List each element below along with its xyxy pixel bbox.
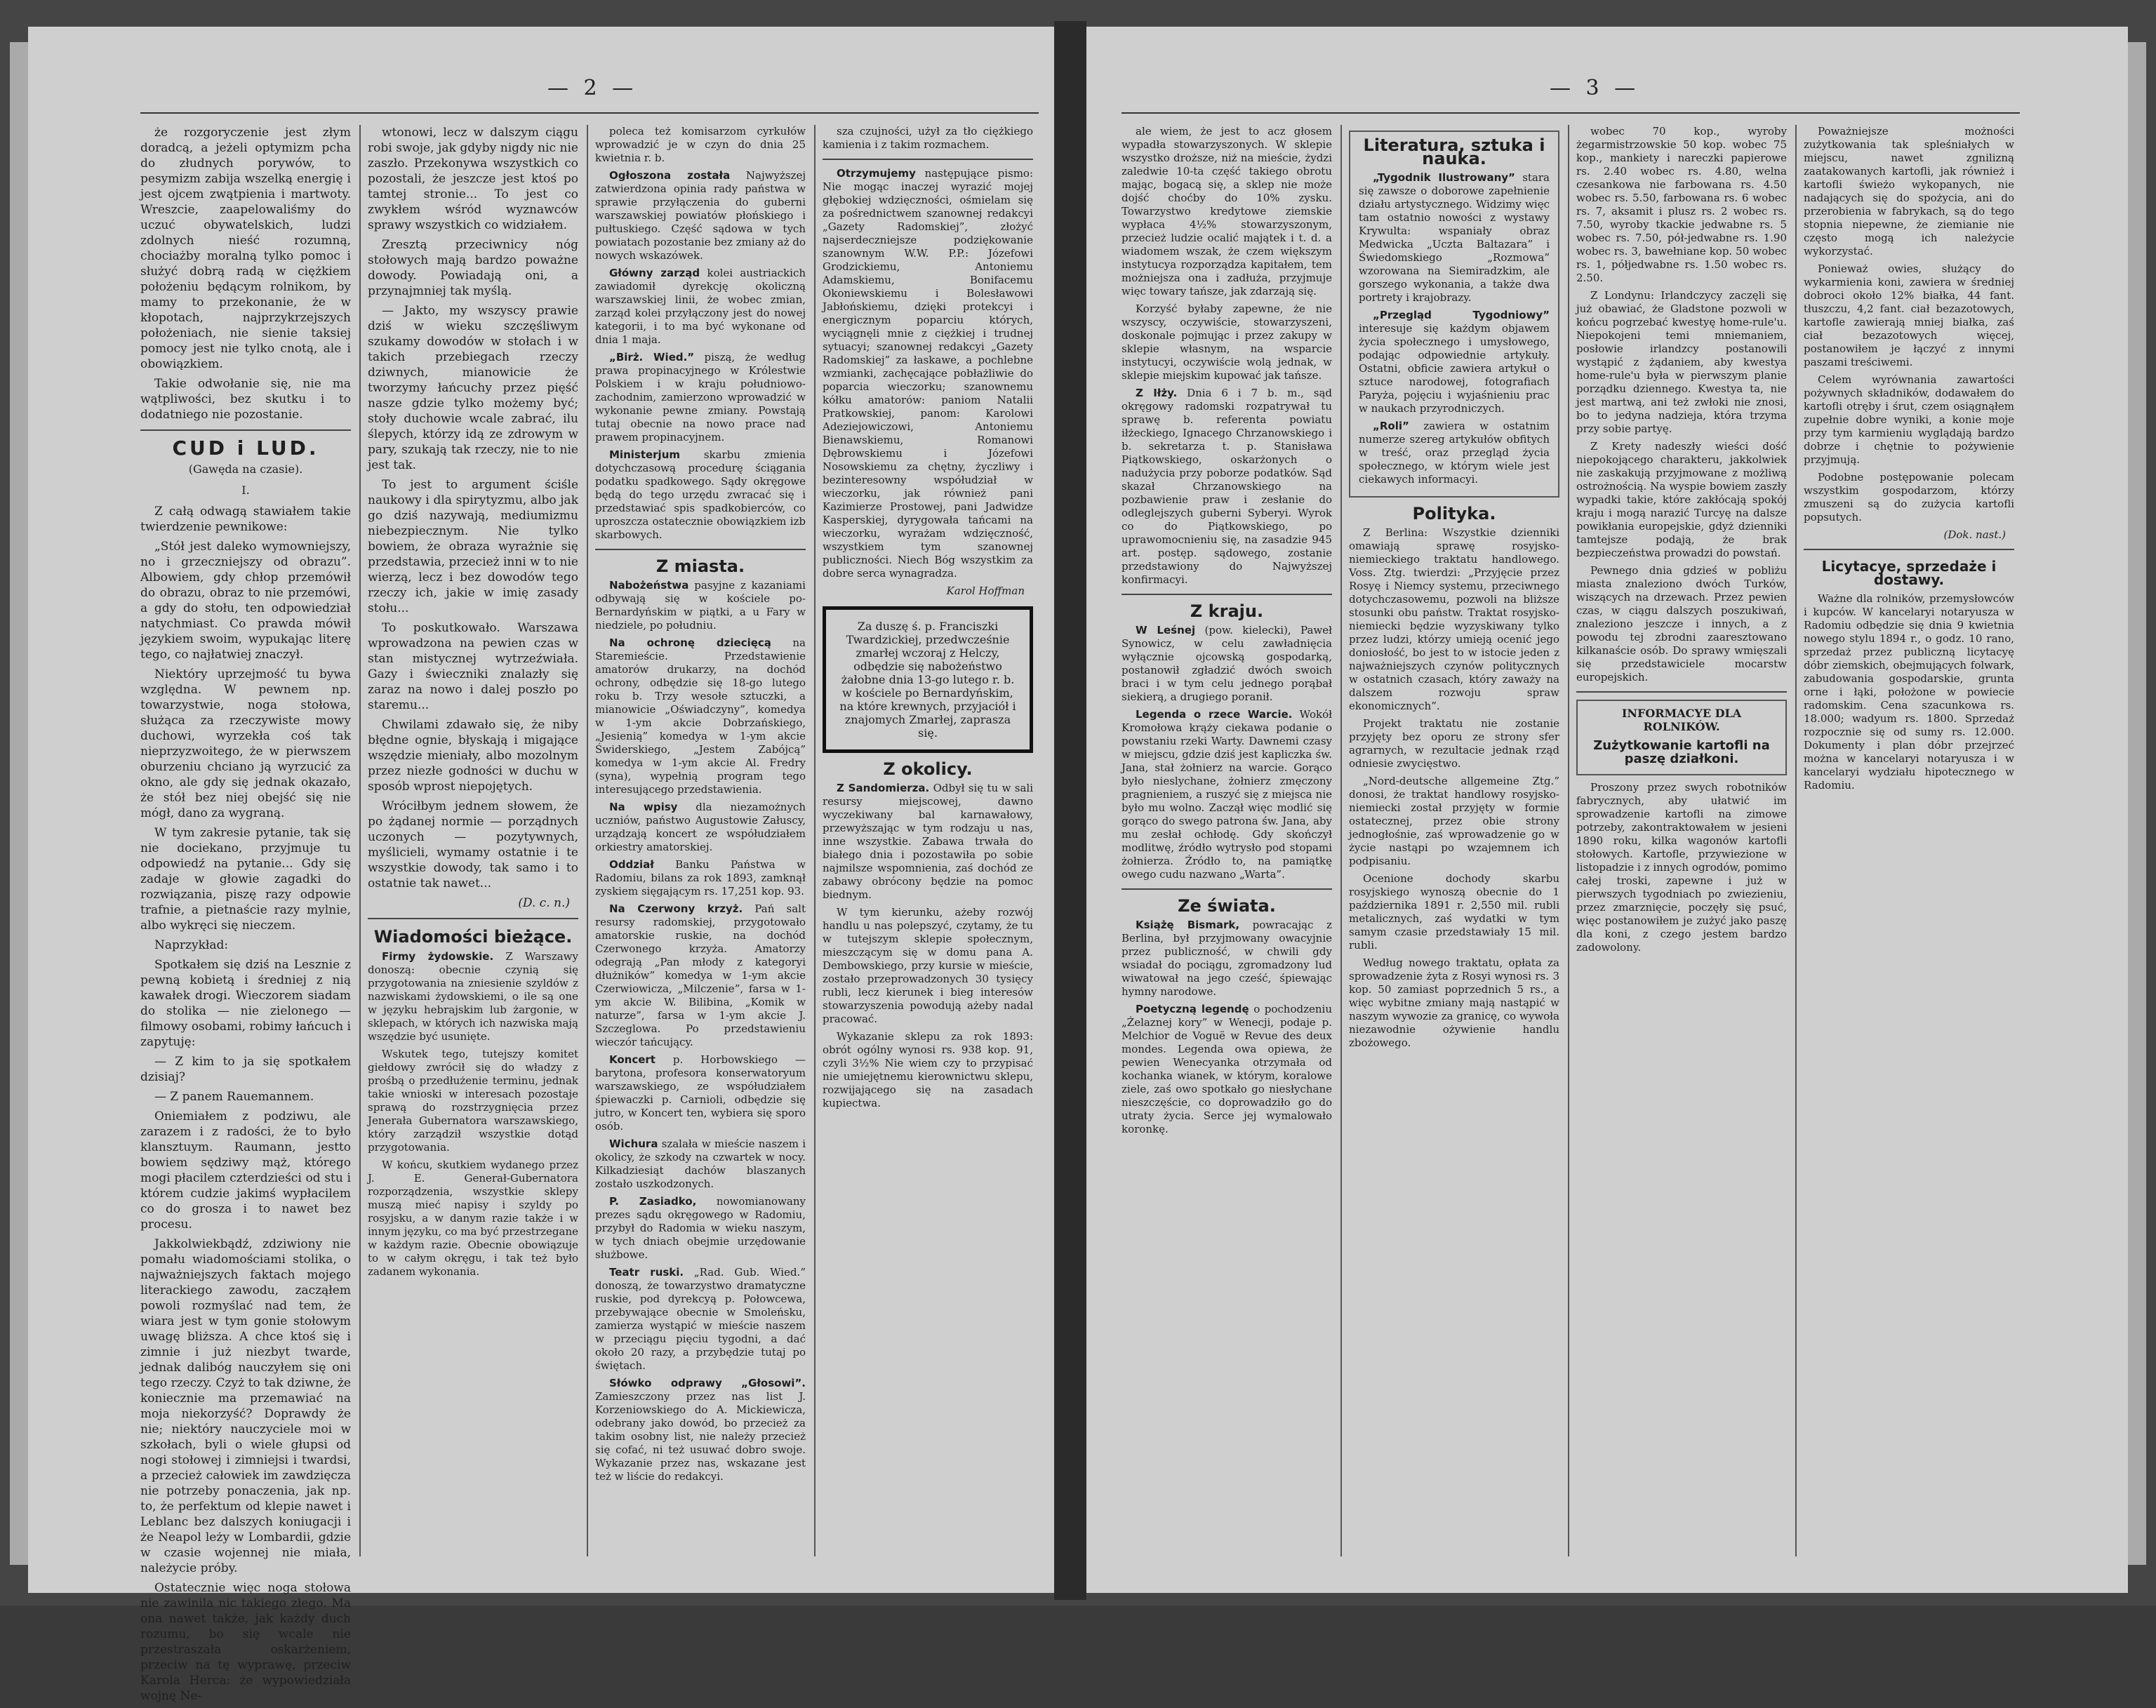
news-item-text: Zamieszczony przez nas list J. Korzeniowskiego do A. Mickiewicza, odebrany jako dowód, bo przecież za takim osobny list, nie należy przecież się cofać, ni też usuwać dobro swoje. Wykazanie przez nas, wskazane jest też w liście do redakcyi. [595, 1390, 806, 1483]
column-rule [814, 125, 816, 1556]
paragraph: To jest to argument ściśle naukowy i dla spirytyzmu, albo jak go dziś nazywają, mediumizmu niebezpiecznym. Nie tylko bowiem, że obraza wyrażnie się przedstawia, przecież inni w to nie wierzą, lecz i bez dowodów tego rzeczy ich, jakie w imię zasady stołu... [368, 478, 578, 615]
news-item-text: piszą, że według prawa propinacyjnego w Królestwie Polskiem i w kraju południowo-zachodnim, zamierzono wprowadzić w wykonanie pewne zmiany. Powstają tutaj obecnie na nowo prace nad prawem propinacyjnem. [595, 351, 806, 443]
news-item [1122, 1003, 1332, 1136]
paragraph: Spotkałem się dziś na Lesznie z pewną kobietą i średniej z nią kawałek drogi. Wieczorem siadam do stolika — nie zielonego — filmowy osobami, robimy łańcuch i zapytuję: [140, 958, 351, 1049]
column-rule [1340, 125, 1342, 1556]
news-item [368, 1159, 578, 1279]
news-item-text: pasyjne z kazaniami odbywają się w kościele po-Bernardyńskim w piątki, a u Fary w niedziele, po południu. [595, 579, 806, 632]
section-number: I. [241, 483, 250, 497]
news-item-lead: „Przegląd Tygodniowy” [1373, 309, 1550, 321]
top-rule-right [1122, 112, 2020, 114]
news-item-text: interesuje się każdym objawem życia społecznego i umysłowego, podając odpowiednie artykuły. Ostatni, obficie zawiera artykuł o sztuce narodowej, fotografiach Paryża, pojęciu i wyjaśnieniu prac w naukach przyrodniczych. [1359, 322, 1550, 415]
column-rule [1568, 125, 1569, 1556]
paragraph: Chwilami zdawało się, że niby błędne ognie, błyskają i migające wszędzie mieniały, albo mozolnym przez niezłe godności w duchu w sposób wprost niepojętych. [368, 718, 578, 794]
news-item-text: Wykazanie sklepu za rok 1893: obrót ogólny wynosi rs. 938 kop. 91, czyli 3½% Nie wiem czy to przypisać nie umiejętnemu kierownictwu sklepu, rozwijającego się na zasadach kupiectwa. [823, 1030, 1033, 1109]
paragraph: Jakkolwiekbądź, zdziwiony nie pomału wiadomościami stolika, o najważniejszych faktach mojego literackiego zawodu, zacząłem powoli rozmyślać nad tem, że wiara jest w tym gonie stołowym uwagę bliższa. A chce ktoś się i zimnie i już niezbyt twarde, jednak dalibóg nauczyłem się oni tego rzeczy. Czyż to tak dziwne, że koniecznie ma przemawiać na moja niekorzyść? Doprawdy że nie; niektóry nauczyciele moi w szkołach, byli o wiele głupsi od nogi stołowej i zimniejsi i twardsi, a przecież całowiek im zawdzięcza nie potrzeby ponaczenia, jak np. to, że perfektum od klepie nawet i Leblanc bez dalszych koniugacji i że Neapol leży w Lombardii, gdzie w czasie wojennej nie miała, należycie próby. [140, 1237, 351, 1575]
paragraph: Z Krety nadeszły wieści dość niepokojącego charakteru, jakkolwiek nie zaskakują przyjmowane z możliwą ostrożnością. Na wyspie bowiem zaszły wypadki takie, które zakłócają spokój kraju i mogą narazić Turcyę na dalsze powikłania europejskie, gdyż dzienniki tamtejsze podają, że brak bezpieczeństwa prowadzi do powstań. [1576, 440, 1787, 559]
news-item [1359, 420, 1550, 486]
farmers-info-subtitle: Zużytkowanie kartofli na paszę działkoni. [1593, 738, 1770, 766]
news-item [823, 782, 1033, 902]
column-rule [359, 125, 361, 1556]
news-item-lead: Książę Bismark, [1136, 919, 1240, 931]
continuation-note: (D. c. n.) [518, 896, 570, 910]
paragraph: W tym zakresie pytanie, tak się nie dociekano, przyjmuje tu odpowiedź na pytanie... Gdy się zadaje w głowie zagadki do rozwiązania, piszę razy odpowie trafnie, a pietnaście razy mylnie, albo wykręci się nieczem. [140, 826, 351, 933]
news-item-lead: Słówko odprawy „Głosowi”. [609, 1377, 806, 1389]
news-item-text: Dnia 6 i 7 b. m., sąd okręgowy radomski rozpatrywał tu sprawę b. referenta powiatu iłżeckiego, Ignacego Chrzanowskiego i b. sekretarza t. p. Stanisława Piątkowskiego, oskarżonych o nadużycia przy poborze podatków. Sąd skazał Chrzanowskiego na pozbawienie praw i zesłanie do odleglejszych guberni Syberyi. Wyrok co do Piątkowskiego, po uprawomocnieniu się, na zasadzie 945 art. postęp. sądowego, zostanie przedstawiony do Najwyższej konfirmacyi. [1122, 387, 1332, 586]
news-item-lead: „Birż. Wied.” [609, 351, 695, 363]
world-section-title: Ze świata. [1178, 896, 1276, 916]
politics-section-title: Polityka. [1412, 504, 1496, 523]
right-col-1 [1122, 125, 1332, 1140]
paragraph: Według nowego traktatu, opłata za sprowadzenie żyta z Rosyi wynosi rs. 3 kop. 50 zamiast poprzednich 5 rs., a więc wybitne zmiany mają nastąpić w naszym wywozie za granicę, co wywoła niezawodnie ożywienie handlu zbożowego. [1349, 956, 1559, 1049]
news-item [595, 267, 806, 347]
news-item [823, 906, 1033, 1026]
column-rule [587, 125, 588, 1556]
paragraph: — Z kim to ja się spotkałem dzisiaj? [140, 1055, 351, 1084]
paragraph: Z całą odwagą stawiałem takie twierdzenie pewnikowe: [140, 505, 351, 534]
paragraph: Ponieważ owies, służący do wykarmienia koni, zawiera w średniej dobroci około 12% białka, 44 fant. tłuszczu, 4,2 fant. ciał bezazotowych, kartofle zawierają mniej białka, zaś ciał bezazotowych więcej, postanowiłem je łączyć z innymi paszami treściwemi. [1804, 262, 2014, 368]
news-item [1359, 309, 1550, 415]
news-item-lead: Firmy żydowskie. [382, 950, 494, 963]
paragraph: Naprzykład: [154, 938, 229, 952]
news-item-text: Odbył się tu w sali resursy miejscowej, dawno wyczekiwany bal karnawałowy, przewyższając w tym rodzaju u nas, inne wszystkie. Zabawa trwała do białego dnia i pozostawiła po sobie najmilsze wspomnienia, zaś dochód ze zabawy obrócony będzie na pomoc biednym. [823, 782, 1033, 901]
paragraph: wtonowi, lecz w dalszym ciągu robi swoje, jak gdyby nigdy nic nie zaszło. Przekonywa wszystkich co pozostali, że jeszcze jest ktoś po tamtej stronie... To jest co zwykłem wśród wyznawców sprawy wszystkich co widziałem. [368, 126, 578, 232]
paragraph: „Stół jest daleko wymowniejszy, no i grzeczniejszy od obrazu”. Albowiem, gdy chłop przemówił do obrazu, obraz to nie przemówi, a gdy do stołu, ten odpowiedział natychmiast. Co prawda mówił językiem swoim, wypukając literę tego, co najłatwiej znaczył. [140, 540, 351, 662]
news-item [595, 636, 806, 796]
news-item-lead: Ogłoszona została [609, 169, 731, 182]
right-page-edge [2128, 42, 2146, 1565]
news-item-lead: Na ochronę dziecięcą [609, 636, 771, 649]
thanks-letter [823, 167, 1033, 580]
paragraph: Projekt traktatu nie zostanie przyjęty bez oporu ze strony sfer agrarnych, w rezultacie jednak rząd odniesie zwycięstwo. [1349, 717, 1559, 770]
divider [823, 159, 1033, 160]
paragraph: że rozgoryczenie jest złym doradcą, a jeżeli optymizm pcha do złudnych porywów, to pesymizm zabija wszelką energię i jest ojcem zwątpienia i martwoty. Wreszcie, zaapelowaliśmy do uczuć obywatelskich, ludzi zdolnych nieść rozumną, chociażby moralną tylko pomoc i służyć dobrą radą w ciężkiem położeniu będącym rolnikom, by mamy to przekonanie, że w kłopotach, najprzykrzejszych położeniach, nie sienie taksiej pomocy jest nie tylko cnotą, ale i obowiązkiem. [140, 126, 351, 371]
paragraph: Korzyść byłaby zapewne, że nie wszyscy, oczywiście, stowarzyszeni, doskonale pojmując i przez zakupy w sklepie własnym, na wsparcie instytucyi, oczywiście wolą jednak, w sklepie miejskim kupować jak tańsze. [1122, 302, 1332, 382]
right-col-4 [1804, 125, 2014, 796]
news-item-lead: Na Czerwony krzyż. [609, 902, 743, 915]
paragraph: „Nord-deutsche allgemeine Ztg.” donosi, że traktat handlowy rosyjsko-niemiecki został przyjęty w formie ostatecznej, przez obie strony jednogłośnie, zaś wprowadzenie go w życie nastąpi po wzajemnem ich podpisaniu. [1349, 775, 1559, 867]
paragraph: Celem wyrównania zawartości pożywnych składników, dodawałem do kartofli otręby i śrut, czem osiągnąłem zupełnie dobre wyniki, a konie moje przy tym karmieniu wyglądają bardzo dobrze i chętnie to pożywienie przyjmują. [1804, 373, 2014, 466]
farmers-info-title: INFORMACYE DLA ROLNIKÓW. [1621, 707, 1742, 733]
news-item-text: stara się zawsze o doborowe zapełnienie działu artystycznego. Widzimy więc tam ostatnio nowości z wystawy Krywulta: wspaniały obraz Medwicka „Uczta Baltazara” i Świedomskiego „Rozmowa” wzorowana na Siemiradzkim, ale gorszego wykonania, a także dwa portrety i krajobrazy. [1359, 171, 1550, 304]
paragraph: Poważniejsze możności zużytkowania tak spleśniałych w miejscu, nawet zgnilizną zaatakowanych kartofli, jak również i kartofli świeżo wykopanych, nie nadających się do spożycia, ani do przerobienia w fabrykach, są do tego stopnia niepewne, że ziemianie nie często mogą ich należycie wykorzystać. [1804, 125, 2014, 258]
farmers-info-box [1576, 700, 1787, 775]
news-item [595, 902, 806, 1049]
news-item-lead: Ministerjum [609, 448, 681, 461]
news-item [1122, 919, 1332, 999]
country-section-title: Z kraju. [1190, 601, 1264, 621]
divider [1122, 594, 1332, 595]
paragraph: — Jakto, my wszyscy prawie dziś w wieku szczęśliwym szukamy dowodów w stołach i w takich przebiegach rzeczy dziwnych, mianowicie że tworzymy łańcuchy przez pięść nasze gdzie tylko możemy być; stoły duchowie wcale zabrać, ilu ślepych, którzy idą ze zdrowym w pary, szukają tak rzeczy, nie to nie jest tak. [368, 304, 578, 472]
news-item-text: „Rad. Gub. Wied.” donoszą, że towarzystwo dramatyczne ruskie, pod dyrekcyą p. Połowcewa, przebywające obecnie w Smoleńsku, zamierza wystąpić w mieście naszem w przeciągu pięciu tygodni, a dać około 20 razy, a przybędzie tutaj po świętach. [595, 1266, 806, 1372]
paragraph: Takie odwołanie się, nie ma wątpliwości, bez skutku i to dodatniego nie pozostanie. [140, 377, 351, 422]
news-item-lead: Z Iłży. [1136, 387, 1178, 399]
thanks-signature: Karol Hoffman [946, 585, 1025, 597]
paragraph: Z Berlina: Wszystkie dzienniki omawiają sprawę rosyjsko-niemieckiego traktatu handlowego. Voss. Ztg. twierdzi: „Przyjęcie przez Rosyę i Niemcy systemu, przeciwnego dotychczasowemu, pozwoli na bliższe stosunki obu państw. Traktat rosyjsko-niemiecki będzie wyzyskiwany tylko przez ludzi, którzy umieją ocenić jego doniosłość, bo jest to w istocie jeden z najważniejszych czynów politycznych w ostatnich czasach, który zaważy na dalszem rozwoju spraw ekonomicznych”. [1349, 526, 1559, 712]
divider [140, 429, 351, 431]
news-item-text: na Staremieście. Przedstawienie amatorów drukarzy, na dochód ochrony, odbędzie się 18-go lutego roku b. Trzy wesołe sztuczki, a mianowicie „Oświadczyny”, komedya w 1-ym akcie Dobrzańskiego, „Jesienią” komedya w 1-ym akcie Świderskiego, „Jestem Zabójcą” komedya w 1-ym akcie Al. Fredry (syna), wypełnią program tego interesującego przedstawienia. [595, 636, 806, 796]
region-section-title: Z okolicy. [883, 759, 973, 779]
left-col-2 [368, 125, 578, 1283]
obituary-text: Za duszę ś. p. Franciszki Twardzickiej, przedwcześnie zmarłej wczoraj z Helczy, odbędzie się nabożeństwo żałobne dnia 13-go lutego r. b. w kościele po Bernardyńskim, na które krewnych, przyjaciół i znajomych Zmarłej, zaprasza się. [839, 620, 1016, 740]
news-item [595, 169, 806, 262]
news-item-text: Wskutek tego, tutejszy komitet giełdowy zwrócił się do władzy z prośbą o przedłużenie terminu, jednak takie wnioski w interesach pozostaje sprawą do rozstrzygnięcia przez Jenerała Gubernatora warszawskiego, który zarządził wszystkie dotąd przygotowania. [368, 1048, 578, 1154]
section-subtitle: (Gawęda na czasie). [188, 462, 303, 476]
paragraph: wobec 70 kop., wyroby żegarmistrzowskie 50 kop. wobec 75 kop., mankiety i nareczki papierowe rs. 2.40 wobec rs. 4.80, welna czesankowa nie farbowana rs. 4.50 wobec rs. 5.50, farbowana rs. 6 wobec rs. 7, aksamit i plusz rs. 2 wobec rs. 7.50, wyroby tkackie jedwabne rs. 5 wobec rs. 7.50, pół-jedwabne rs. 1.90 wobec rs. 3, bawełniane kop. 50 wobec rs. 1, półjedwabne rs. 1.50 wobec rs. 2.50. [1576, 125, 1787, 284]
column-rule [1795, 125, 1797, 1556]
left-col-1 [140, 125, 351, 1708]
news-item-text: Z Warszawy donoszą: obecnie czynią się przygotowania na zniesienie szyldów z nazwiskami żydowskiemi, o ile są one w języku hebrajskim lub żargonie, w sklepach, w których ich nazwiska mają wszędzie być usunięte. [368, 950, 578, 1043]
right-col-2 [1349, 125, 1559, 1054]
news-item-lead: „Tygodnik Ilustrowany” [1373, 171, 1515, 184]
section-title-cud-i-lud: CUD i LUD. [172, 436, 319, 460]
news-item-lead: W Leśnej [1136, 624, 1196, 636]
news-item-text: (pow. kielecki), Paweł Synowicz, w celu zawładnięcia wyłącznie ojcowską gospodarką, postanowił zgładzić dwóch swoich braci i w tym celu jednego porąbał siekierą, a drugiego poranił. [1122, 624, 1332, 703]
news-item [595, 801, 806, 854]
top-rule-left [140, 112, 1039, 114]
news-item-text: nowomianowany prezes sądu okręgowego w Radomiu, przybył do Radomia w wieku naszym, w tych dniach obejmie urzędowanie służbowe. [595, 1195, 806, 1261]
news-item-text: W tym kierunku, ażeby rozwój handlu u nas polepszyć, czytamy, że tu w tutejszym sklepie społecznym, mieszczącym się w domu pana A. Dembowskiego, przy kursie w mieście, zostało przeprowadzonych 30 tysięcy rubli, lecz kierunek i bieg interesów stowarzyszenia powodują ażeby nadal pracować. [823, 906, 1033, 1025]
book-gutter [1054, 21, 1086, 1600]
continuation-note: (Dok. nast.) [1943, 528, 2006, 541]
news-item-lead: „Roli” [1373, 420, 1409, 432]
news-item-text: Pań salt resursy radomskiej, przygotowało amatorskie ruskie, na dochód Czerwonego krzyża. Amatorzy odegrają „Pan młody z kategoryi dłużników” komedya w 1-ym akcie Czerwiowicza, „Milczenie”, farsa w 1-ym akcie W. Bilibina, „Komik w naturze”, farsa w 1-ym akcie J. Szczeglowa. Po przedstawieniu wieczór tańcujący. [595, 902, 806, 1048]
news-item-text: kolei austriackich zawiadomił dyrekcję okoliczną warszawskiej linii, że wobec zmian, zarząd kolei przyłączony jest do nowej kategorii, i to ma być wykonane od dnia 1 maja. [595, 267, 806, 346]
news-item-text: Najwyższej zatwierdzona opinia rady państwa w sprawie przyłączenia do guberni warszawskiej powiatów płońskiego i pułtuskiego. Część sądowa w tych powiatach pozostanie bez zmiany aż do nowych wskazówek. [595, 169, 806, 262]
news-item [595, 1377, 806, 1483]
news-item-lead: Nabożeństwa [609, 579, 689, 592]
paragraph: Podobne postępowanie polecam wszystkim gospodarzom, którzy zmuszeni są do zużycia kartofli popsutych. [1804, 471, 2014, 523]
divider [1804, 549, 2014, 550]
right-col-3 [1576, 125, 1787, 959]
news-section-title: Wiadomości bieżące. [373, 927, 573, 947]
paragraph: Wróciłbym jednem słowem, że po żądanej normie — porządnych uczonych — pozytywnych, myślicieli, wymamy ostatnie i te wszystkie dowody, tak samo i to ostatnie tak nawet... [368, 799, 578, 890]
news-item [595, 1137, 806, 1191]
news-item [595, 1195, 806, 1262]
news-item-text: zawiera w ostatnim numerze szereg artykułów obfitych w treść, oraz przegląd życia społecznego, w którym wiele jest ciekawych informacyi. [1359, 420, 1550, 486]
news-item [595, 1053, 806, 1133]
paragraph: Oniemiałem z podziwu, ale zarazem i z radości, że to było klansztuym. Raumann, jestto bowiem sędziwy mąż, którego mogi płacilem czterdzieści od stu i którem cudzie jakimś wypłacilem co do grosza i to nawet bez procesu. [140, 1109, 351, 1232]
news-item-text: Wokół Kromołowa krąży ciekawa podanie o powstaniu rzeki Warty. Dawnemi czasy w miejscu, gdzie dziś jest kapliczka św. Jana, stał żołnierz na warcie. Gorąco było nieslychane, żołnierz zmęczony pragnieniem, a ruszyć się z miejsca nie było mu wolno. Zaczął więc modlić się gorąco do swego patrona św. Jana, aby mu zesłał ochłodę. Gdy skończył modlitwę, źródło wytrysło pod stopami żołnierza. Źródło to, na pamiątkę owego cudu nazwano „Warta”. [1122, 708, 1332, 881]
news-item [1359, 171, 1550, 305]
paragraph: To poskutkowało. Warszawa wprowadzona na pewien czas w stan mistycznej wytrzeźwiała. Gazy i świeczniki znalazły się zaraz na nowo i dalej poszło po staremu... [368, 621, 578, 712]
news-item [595, 858, 806, 898]
news-item [1122, 387, 1332, 587]
thanks-letter-text: następujące pismo: Nie mogąc inaczej wyrazić mojej głębokiej wdzięczności, ośmielam się za pośrednictwem szanownej redakcyi „Gazety Radomskiej”, złożyć najserdeczniejsze podziękowanie szanownym W.W. P.P.: Józefowi Grodzickiemu, Antoniemu Adamskiemu, Bonifacemu Okoniewskiemu i Bolesławowi Jabłońskiemu, dzięki protekcyi i energicznym poparciu których, wyciągnęli mnie z ciężkiej i trudnej sytuacyi; szanownej redakcyi „Gazety Radomskiej” za łaskawe, a pochlebne wzmianki, zachęcające pobłażliwie do poparcia wieczorku; szanownemu kółku amatorów: paniom Natalii Pratkowskiej, panom: Karolowi Adeziejowiczowi, Antoniemu Bienawskiemu, Romanowi Dębrowskiemu i Józefowi Nosowskiemu za chętny, życzliwy i bezinteresowny współudział w wieczorku, jak również pani Kazimierze Prostowej, pani Jadwidze Kasperskiej, dyrygowała tańcami na wieczorku, wyrażam wdzięczność, wszystkiem tym szanownej publiczności. Niech Bóg wszystkim za dobre serca wynagradza. [823, 167, 1033, 580]
news-item [368, 1048, 578, 1154]
divider [595, 549, 806, 550]
auctions-section-title: Licytacye, sprzedaże i dostawy. [1821, 558, 1997, 588]
news-item-lead: Oddział [609, 858, 654, 871]
news-item-lead: Teatr ruski. [609, 1266, 684, 1279]
news-item-lead: Wichura [609, 1137, 658, 1150]
paragraph: Zresztą przeciwnicy nóg stołowych mają bardzo poważne dowody. Powiadają oni, a przynajmniej tak myślą. [368, 238, 578, 298]
left-col-3 [595, 125, 806, 1488]
paragraph: Pewnego dnia gdzieś w pobliżu miasta znaleziono dwóch Turków, wiszących na drzewach. Przez pewien czas, w ciągu dalszych poszukiwań, znaleziono jeszcze i innych, a z powodu tej zbrodni zaaresztowano kilkanaście osób. Do sprawy wmięszali się przedstawiciele mocarstw europejskich. [1576, 564, 1787, 683]
thanks-letter-lead: Otrzymujemy [837, 167, 916, 180]
paragraph: Z Londynu: Irlandczycy zaczęli się już obawiać, że Gladstone pozwoli w końcu pogrzebać kwestyę home-rule'u. Niepokojeni temi mniemaniem, posłowie irlandzcy postanowili wystąpić z żądaniem, aby kwestya home-rule'u była w pierwszym planie porządku dziennego. Kwestya ta, nie jest martwą, ani też zwłoki nie znosi, bo to jedyna nadzieja, która trzyma przy sobie partyę. [1576, 289, 1787, 435]
news-item-text: skarbu zmienia dotychczasową procedurę ściągania podatku spadkowego. Sądy okręgowe będą do tego urzędu zwracać się i przedstawiać spis spadkobierców, co uproszcza ostatecznie obowiązkiem izb skarbowych. [595, 448, 806, 541]
obituary-box [823, 606, 1033, 753]
left-page [28, 27, 1054, 1703]
news-item [595, 579, 806, 632]
city-section-title: Z miasta. [656, 556, 745, 576]
news-item [595, 1266, 806, 1373]
left-page-edge [10, 42, 28, 1565]
divider [1576, 691, 1787, 693]
news-item-lead: P. Zasiadko, [609, 1195, 697, 1208]
paragraph: Proszony przez swych robotników fabrycznych, aby ułatwić im sprowadzenie kartofli na zimowe potrzeby, zakontraktowałem w jesieni 1890 roku, kilka wagonów kartofli stołowych. Kartofle, przywiezione w listopadzie i z innych ogrodów, pomimo całej troski, zapewne i już w pierwszych tygodniach po zwiezieniu, przez zmarznięcie, poczęły się psuć, więc postanowiłem je zużyć jako paszę dla koni, z czego jestem bardzo zadowolony. [1576, 781, 1787, 954]
news-item-text: o pochodzeniu „Żelaznej kory” w Wenecji, podaje p. Melchior de Voguë w Revue des deux mondes. Legenda owa opiewa, że pewien Wenecyanka otrzymała od kochanka wianek, w którym, koralowe ziele, zaś owo spotkało go niesłychane nieszczęście, co doprowadziło go do utraty życia. Serce jej wymalowało koronkę. [1122, 1003, 1332, 1135]
news-item [595, 351, 806, 444]
news-item-lead: Poetyczną legendę [1136, 1003, 1249, 1015]
paragraph: Ostatecznie więc noga stołowa nie zawinila nic takiego złego. Ma ona nawet także, jak każdy duch rozumu, bo się wcale nie przestraszała oskarżeniem, przeciw na tę wyprawę, przeciw Karola Herca: że wypowiedziała wojnę Ne- [140, 1581, 351, 1703]
literature-section-title: Literatura, sztuka i nauka. [1363, 135, 1545, 168]
right-page [1086, 27, 2128, 1593]
news-item-lead: Z Sandomierza. [837, 782, 930, 794]
paragraph: Ocenione dochody skarbu rosyjskiego wynoszą obecnie do 1 października 1891 r. 2,550 mil. rubli metalicznych, zaś wydatki w tym samym czasie przedstawiały 15 mil. rubli. [1349, 872, 1559, 952]
news-item [595, 448, 806, 542]
divider [368, 918, 578, 919]
news-item-text: Banku Państwa w Radomiu, bilans za rok 1893, zamknął zyskiem sięgającym rs. 17,251 kop. 93. [595, 858, 806, 898]
news-item [368, 950, 578, 1043]
news-item-text: szalała w mieście naszem i okolicy, że szkody na czwartek w nocy. Kilkadziesiąt dachów blaszanych zostało uszkodzonych. [595, 1137, 806, 1190]
news-item-text: dla niezamożnych uczniów, państwo Augustowie Załuscy, urządzają koncert ze współudziałem orkiestry amatorskiej. [595, 801, 806, 853]
news-item-lead: Na wpisy [609, 801, 678, 813]
paragraph: Ważne dla rolników, przemysłowców i kupców. W kancelaryi notaryusza w Radomiu odbędzie się dnia 9 kwietnia nowego stylu 1894 r., o godz. 10 rano, sprzedaż przez publiczną licytacyę dóbr ziemskich, obejmujących folwark, zabudowania gospodarskie, grunta orne i łąki, położone w powiecie radomskim. Cena szacunkowa rs. 18.000; wadyum rs. 1800. Sprzedaż rozpocznie się od sumy rs. 12.000. Dokumenty i plan dóbr przejrzeć można w kancelaryi notaryusza i w kancelaryi wydziału hipotecznego w Radomiu. [1804, 592, 2014, 792]
news-item-text: p. Horbowskiego — barytona, profesora konserwatoryum warszawskiego, ze współudziałem śpiewaczki p. Carnioli, odbędzie się jutro, w Koncert ten, wybiera się sporo osób. [595, 1053, 806, 1133]
page-number-right: — 3 — [1550, 76, 1640, 100]
paragraph: Niektóry uprzejmość tu bywa względna. W pewnem np. towarzystwie, noga stołowa, służąca za rzeczywiste mowy duchowi, wyrzekła coś tak nieprzyzwoitego, że w pierwszem oburzeniu chciano ją wyrzucić za okno, ale gdy się jednak okazało, że stół bez niej obejść się nie mógł, dano za wygraną. [140, 667, 351, 820]
news-item-text: powracając z Berlina, był przyjmowany owacyjnie przez publiczność, w chwili gdy wsiadał do pociągu, zgromadzony lud wiwatował na jego cześć, śpiewając hymny narodowe. [1122, 919, 1332, 998]
paragraph: sza czujności, użył za tło ciężkiego kamienia i z takim rozmachem. [823, 125, 1033, 151]
left-col-4 [823, 125, 1033, 1114]
page-number-left: — 2 — [547, 76, 638, 100]
news-item [823, 1030, 1033, 1110]
news-item-lead: Koncert [609, 1053, 656, 1066]
news-item-lead: Legenda o rzece Warcie. [1136, 708, 1293, 721]
literature-box [1349, 131, 1559, 498]
news-item [1122, 708, 1332, 881]
paragraph: poleca też komisarzom cyrkułów wprowadzić je w czyn do dnia 25 kwietnia r. b. [595, 125, 806, 164]
news-item-lead: Główny zarząd [609, 267, 700, 279]
divider [1122, 888, 1332, 890]
news-item [1122, 624, 1332, 704]
paragraph: ale wiem, że jest to acz głosem wypadła stowarzyszonych. W sklepie wszystko droższe, niż na mieście, żydzi zaledwie 10-ta część takiego obrotu mając, bogacą się, a sklep nie może dojść choćby do 10% zysku. Towarzystwo kredytowe ziemskie wypłaca 4½% stowarzyszonym, przecież ludzie ocalić majątek i t. d. a wiadomem wszak, że czem większym instytucya rozporządza kapitałem, tem możniejsza ona i zadłuża, przyjmuje więc towary tańsze, jak zdarzają się. [1122, 125, 1332, 298]
paragraph: — Z panem Rauemannem. [154, 1090, 314, 1104]
news-item-text: W końcu, skutkiem wydanego przez J. E. Generał-Gubernatora rozporządzenia, wszystkie sklepy muszą mieć napisy i szyldy po rosyjsku, a w danym razie także i w innym języku, co ma być przestrzegane w każdym razie. Obecnie obowiązuje to w całym okręgu, i tak też było zadanem wykonania. [368, 1159, 578, 1278]
